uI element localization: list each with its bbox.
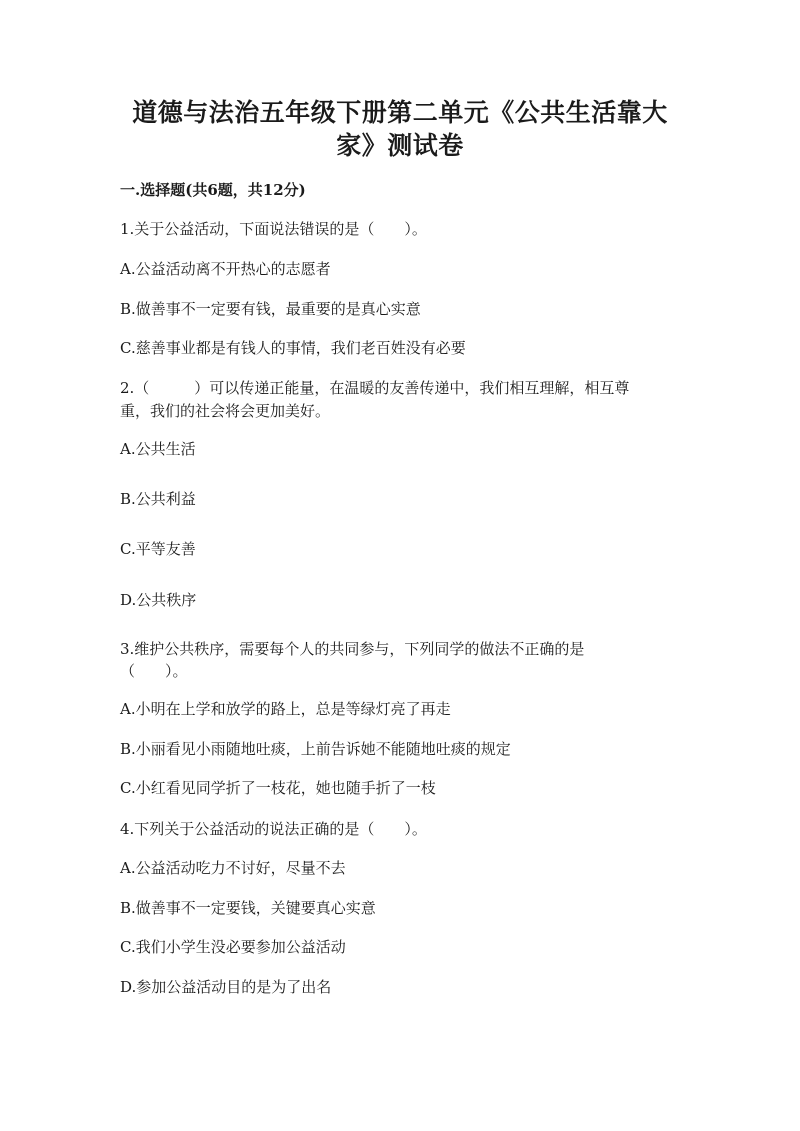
question-2-option-a: A.公共生活	[120, 440, 196, 458]
question-2-option-c: C.平等友善	[120, 540, 196, 558]
question-1-option-c: C.慈善事业都是有钱人的事情，我们老百姓没有必要	[120, 339, 466, 357]
question-2-stem-line-1: 2.（ ）可以传递正能量，在温暖的友善传递中，我们相互理解，相互尊	[120, 379, 630, 397]
question-3-stem-line-1: 3.维护公共秩序，需要每个人的共同参与，下列同学的做法不正确的是	[120, 640, 585, 658]
question-4-option-c: C.我们小学生没必要参加公益活动	[120, 938, 346, 956]
question-4-option-d: D.参加公益活动目的是为了出名	[120, 978, 332, 996]
question-2-option-d: D.公共秩序	[120, 591, 197, 609]
question-1-option-a: A.公益活动离不开热心的志愿者	[120, 260, 331, 278]
exam-title-line-1: 道德与法治五年级下册第二单元《公共生活靠大	[132, 98, 668, 127]
question-2-stem-line-2: 重，我们的社会将会更加美好。	[120, 402, 331, 420]
exam-title-line-2: 家》测试卷	[336, 131, 464, 160]
question-4-option-a: A.公益活动吃力不讨好，尽量不去	[120, 859, 346, 877]
question-4-option-b: B.做善事不一定要钱，关键要真心实意	[120, 899, 376, 917]
question-2-option-b: B.公共利益	[120, 490, 196, 508]
question-3-stem-line-2: （ ）。	[120, 662, 188, 680]
question-3-option-b: B.小丽看见小雨随地吐痰，上前告诉她不能随地吐痰的规定	[120, 740, 511, 758]
question-3-option-c: C.小红看见同学折了一枝花，她也随手折了一枝	[120, 779, 436, 797]
question-3-option-a: A.小明在上学和放学的路上，总是等绿灯亮了再走	[120, 700, 451, 718]
section-heading: 一.选择题(共6题，共12分)	[120, 181, 306, 199]
question-4-stem: 4.下列关于公益活动的说法正确的是（ ）。	[120, 820, 427, 838]
question-1-option-b: B.做善事不一定要有钱，最重要的是真心实意	[120, 300, 421, 318]
question-1-stem: 1.关于公益活动，下面说法错误的是（ ）。	[120, 220, 427, 238]
